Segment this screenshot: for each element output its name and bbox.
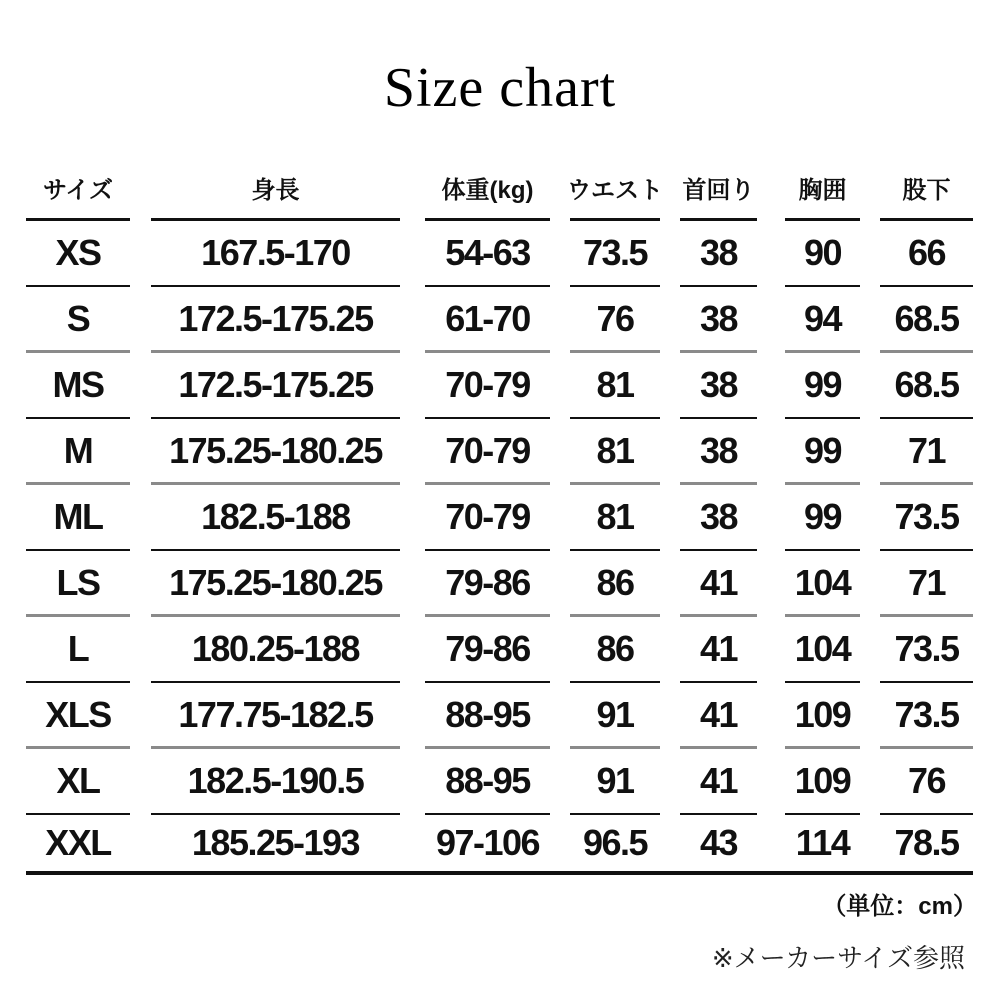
column-header-chest: 胸囲: [785, 160, 860, 221]
cell-m-neck: 38: [680, 419, 757, 485]
cell-xs-weight: 54-63: [425, 221, 550, 287]
table-row-ml: [26, 485, 973, 551]
cell-m-inseam: 71: [880, 419, 973, 485]
cell-s-waist: 76: [570, 287, 660, 353]
cell-ms-weight: 70-79: [425, 353, 550, 419]
table-row-m: [26, 419, 973, 485]
unit-note: （単位：cm）: [822, 893, 977, 920]
cell-s-inseam: 68.5: [880, 287, 973, 353]
manufacturer-size-note: ※メーカーサイズ参照: [711, 943, 965, 973]
cell-ms-neck: 38: [680, 353, 757, 419]
row-label-ml: ML: [26, 485, 130, 551]
cell-m-height: 175.25-180.25: [151, 419, 400, 485]
cell-ms-height: 172.5-175.25: [151, 353, 400, 419]
cell-l-weight: 79-86: [425, 617, 550, 683]
cell-m-chest: 99: [785, 419, 860, 485]
cell-s-neck: 38: [680, 287, 757, 353]
column-header-size: サイズ: [26, 160, 130, 221]
cell-xl-neck: 41: [680, 749, 757, 815]
row-label-l: L: [26, 617, 130, 683]
cell-xxl-inseam: 78.5: [894, 822, 959, 863]
cell-xxl-weight: 97-106: [435, 822, 540, 863]
cell-ml-weight: 70-79: [425, 485, 550, 551]
cell-l-height: 180.25-188: [151, 617, 400, 683]
table-row-xs: [26, 221, 973, 287]
cell-m-waist: 81: [570, 419, 660, 485]
cell-xl-waist: 91: [570, 749, 660, 815]
cell-xls-weight: 88-95: [425, 683, 550, 749]
cell-xls-inseam: 73.5: [880, 683, 973, 749]
table-header-row: [26, 160, 973, 221]
cell-s-chest: 94: [785, 287, 860, 353]
cell-ms-chest: 99: [785, 353, 860, 419]
cell-xl-chest: 109: [785, 749, 860, 815]
cell-xxl-chest: 114: [795, 822, 850, 863]
cell-xxl-waist: 96.5: [582, 822, 648, 863]
cell-xs-neck: 38: [680, 221, 757, 287]
row-label-xxl: XXL: [45, 822, 111, 863]
cell-xl-height: 182.5-190.5: [151, 749, 400, 815]
table-row-l: [26, 617, 973, 683]
cell-ms-inseam: 68.5: [880, 353, 973, 419]
cell-l-waist: 86: [570, 617, 660, 683]
cell-ls-weight: 79-86: [425, 551, 550, 617]
cell-ls-inseam: 71: [880, 551, 973, 617]
row-label-xs: XS: [26, 221, 130, 287]
table-body: [26, 221, 973, 871]
cell-ls-neck: 41: [680, 551, 757, 617]
cell-xl-inseam: 76: [880, 749, 973, 815]
cell-ls-chest: 104: [785, 551, 860, 617]
cell-xls-height: 177.75-182.5: [151, 683, 400, 749]
row-label-xls: XLS: [26, 683, 130, 749]
cell-xs-waist: 73.5: [570, 221, 660, 287]
table-row-ls: [26, 551, 973, 617]
cell-ls-waist: 86: [570, 551, 660, 617]
cell-ml-inseam: 73.5: [880, 485, 973, 551]
table-row-ms: [26, 353, 973, 419]
cell-s-weight: 61-70: [425, 287, 550, 353]
cell-m-weight: 70-79: [425, 419, 550, 485]
column-header-height: 身長: [151, 160, 400, 221]
table-bottom-border: [26, 871, 973, 875]
column-header-neck: 首回り: [680, 160, 757, 221]
cell-ms-waist: 81: [570, 353, 660, 419]
cell-xls-neck: 41: [680, 683, 757, 749]
cell-xl-weight: 88-95: [425, 749, 550, 815]
cell-xxl-neck: 43: [699, 822, 738, 863]
row-label-m: M: [26, 419, 130, 485]
cell-s-height: 172.5-175.25: [151, 287, 400, 353]
cell-ls-height: 175.25-180.25: [151, 551, 400, 617]
cell-xls-chest: 109: [785, 683, 860, 749]
row-label-xl: XL: [26, 749, 130, 815]
size-table: [26, 160, 973, 875]
cell-ml-waist: 81: [570, 485, 660, 551]
cell-l-chest: 104: [785, 617, 860, 683]
table-row-xls: [26, 683, 973, 749]
cell-ml-chest: 99: [785, 485, 860, 551]
page-title: Size chart: [383, 57, 617, 119]
column-header-weight: 体重(kg): [425, 160, 550, 221]
table-row-s: [26, 287, 973, 353]
table-row-xl: [26, 749, 973, 815]
column-header-waist: ウエスト: [570, 160, 660, 221]
cell-xxl-height: 185.25-193: [191, 822, 360, 863]
cell-ml-height: 182.5-188: [151, 485, 400, 551]
row-label-ms: MS: [26, 353, 130, 419]
cell-l-neck: 41: [680, 617, 757, 683]
row-label-ls: LS: [26, 551, 130, 617]
table-row-xxl: [26, 815, 973, 871]
row-label-s: S: [26, 287, 130, 353]
cell-xs-chest: 90: [785, 221, 860, 287]
cell-ml-neck: 38: [680, 485, 757, 551]
cell-xs-height: 167.5-170: [151, 221, 400, 287]
column-header-inseam: 股下: [880, 160, 973, 221]
cell-xls-waist: 91: [570, 683, 660, 749]
cell-l-inseam: 73.5: [880, 617, 973, 683]
cell-xs-inseam: 66: [880, 221, 973, 287]
